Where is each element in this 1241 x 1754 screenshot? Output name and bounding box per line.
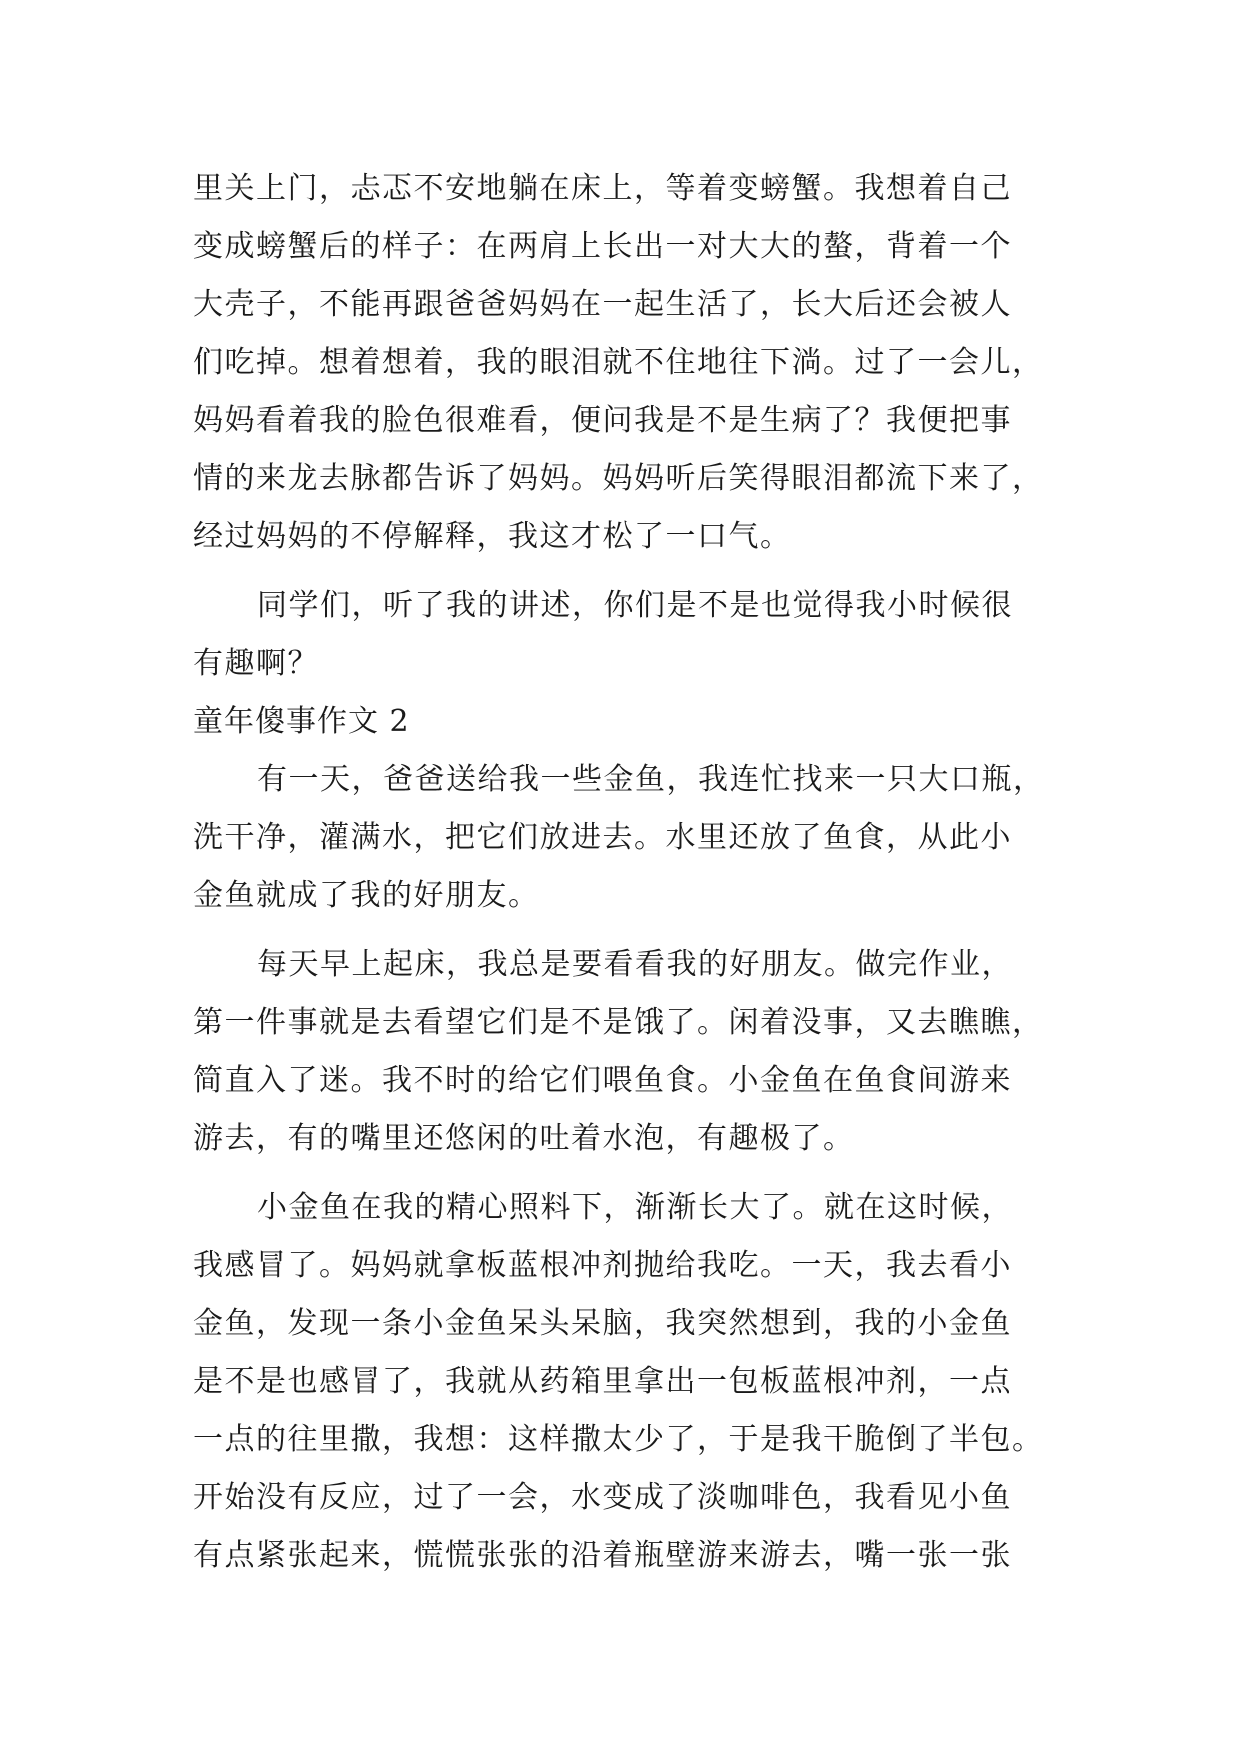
text-line: 洗干净，灌满水，把它们放进去。水里还放了鱼食，从此小 <box>193 820 1012 855</box>
text-line: 情的来龙去脉都告诉了妈妈。妈妈听后笑得眼泪都流下来了， <box>193 461 1044 496</box>
text-line: 有一天，爸爸送给我一些金鱼，我连忙找来一只大口瓶， <box>257 762 1045 797</box>
section-heading: 童年傻事作文 2 <box>193 704 410 739</box>
text-line: 是不是也感冒了，我就从药箱里拿出一包板蓝根冲剂，一点 <box>193 1364 1012 1399</box>
paragraph-goldfish-intro <box>193 751 1053 925</box>
text-line: 经过妈妈的不停解释，我这才松了一口气。 <box>193 519 792 554</box>
text-line: 游去，有的嘴里还悠闲的吐着水泡，有趣极了。 <box>193 1121 855 1156</box>
paragraph-daily-care <box>193 936 1053 1168</box>
text-line: 每天早上起床，我总是要看看我的好朋友。做完作业， <box>257 947 1013 982</box>
text-line: 妈妈看着我的脸色很难看，便问我是不是生病了？我便把事 <box>193 403 1012 438</box>
text-line: 有点紧张起来，慌慌张张的沿着瓶壁游来游去，嘴一张一张 <box>193 1538 1012 1573</box>
document-body <box>193 160 1053 1585</box>
paragraph-closing <box>193 577 1053 693</box>
text-line: 金鱼，发现一条小金鱼呆头呆脑，我突然想到，我的小金鱼 <box>193 1306 1012 1341</box>
text-line: 小金鱼在我的精心照料下，渐渐长大了。就在这时候， <box>257 1190 1013 1225</box>
text-line: 金鱼就成了我的好朋友。 <box>193 878 540 913</box>
text-line: 大壳子，不能再跟爸爸妈妈在一起生活了，长大后还会被人 <box>193 287 1012 322</box>
text-line: 同学们，听了我的讲述，你们是不是也觉得我小时候很 <box>257 588 1013 623</box>
text-line: 里关上门，忐忑不安地躺在床上，等着变螃蟹。我想着自己 <box>193 171 1012 206</box>
text-line: 我感冒了。妈妈就拿板蓝根冲剂抛给我吃。一天，我去看小 <box>193 1248 1012 1283</box>
text-line: 第一件事就是去看望它们是不是饿了。闲着没事，又去瞧瞧， <box>193 1005 1044 1040</box>
text-line: 有趣啊？ <box>193 646 319 681</box>
paragraph-medicine <box>193 1179 1053 1585</box>
text-line: 开始没有反应，过了一会，水变成了淡咖啡色，我看见小鱼 <box>193 1480 1012 1515</box>
text-line: 变成螃蟹后的样子：在两肩上长出一对大大的螯，背着一个 <box>193 229 1012 264</box>
text-line: 简直入了迷。我不时的给它们喂鱼食。小金鱼在鱼食间游来 <box>193 1063 1012 1098</box>
paragraph-story-1-ending <box>193 160 1053 566</box>
text-line: 们吃掉。想着想着，我的眼泪就不住地往下淌。过了一会儿， <box>193 345 1044 380</box>
text-line: 一点的往里撒，我想：这样撒太少了，于是我干脆倒了半包。 <box>193 1422 1044 1457</box>
